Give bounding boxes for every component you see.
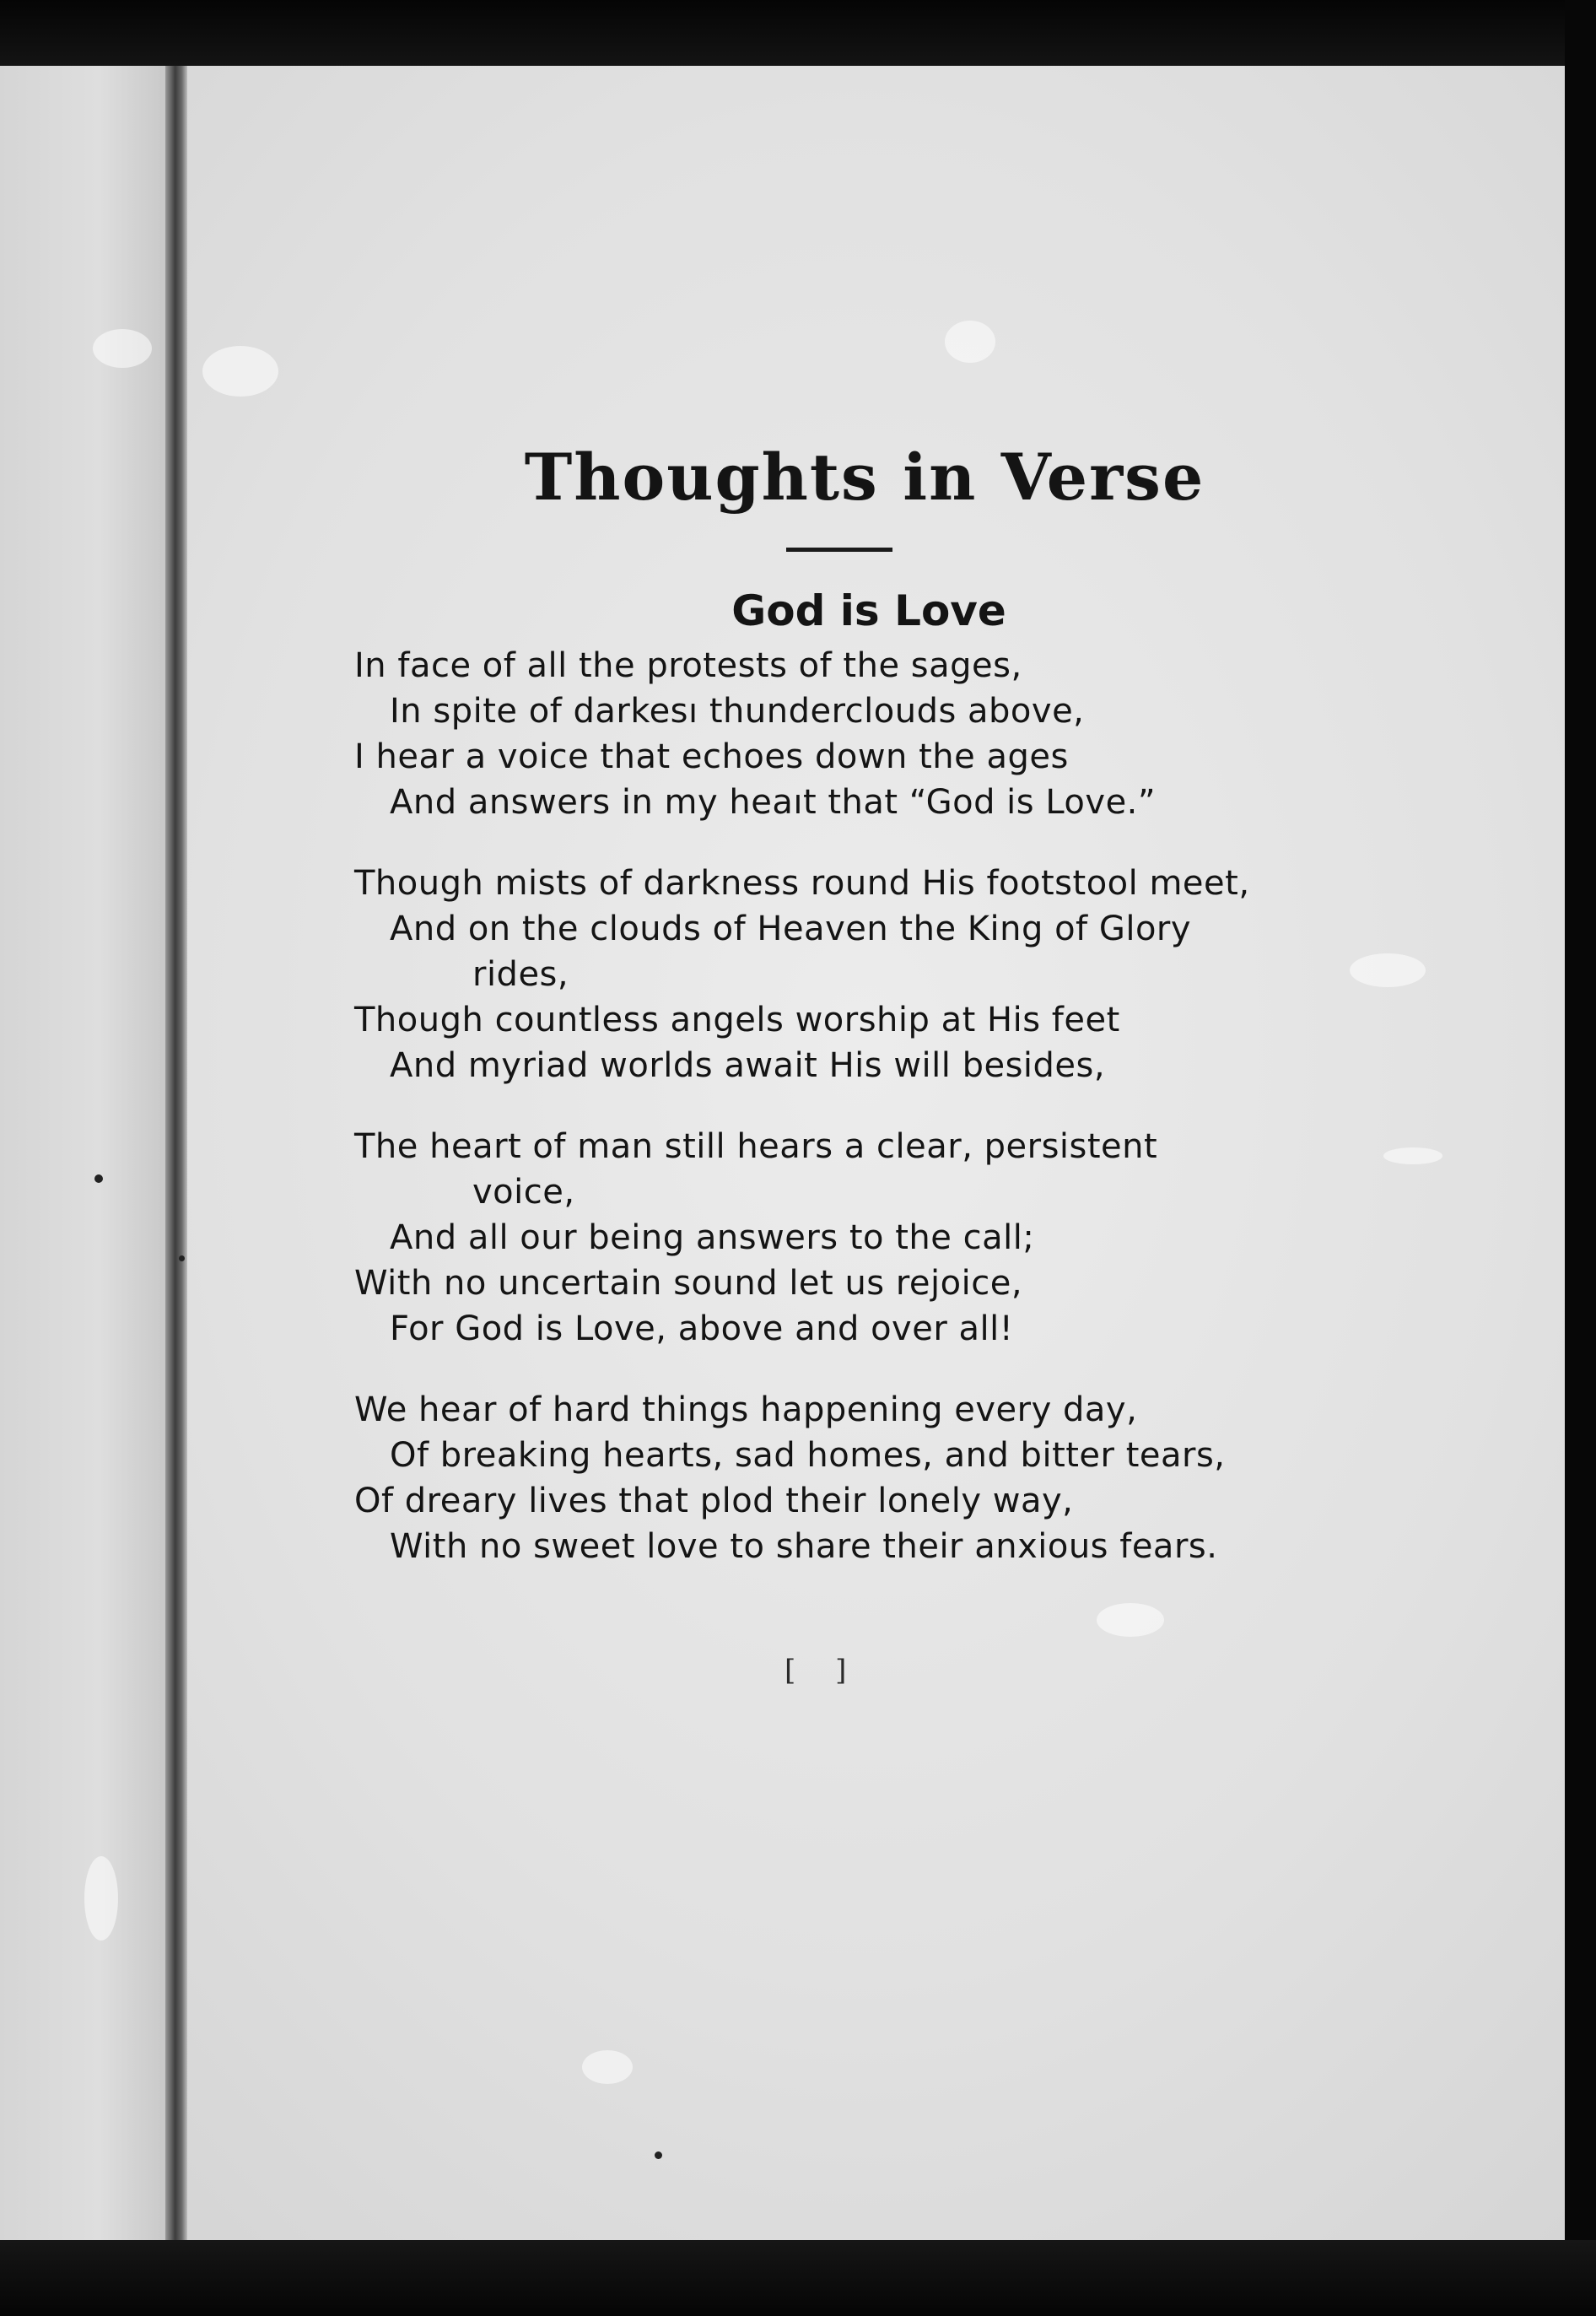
poem-stanza	[354, 643, 1316, 825]
ink-dot	[655, 2151, 662, 2159]
poem-line: And all our being answers to the call;	[390, 1218, 1035, 1258]
poem-line: With no uncertain sound let us rejoice,	[354, 1264, 1023, 1304]
page-content	[354, 439, 1316, 1605]
scan-border-bottom	[0, 2240, 1596, 2316]
poem-line: With no sweet love to share their anxious fears.	[390, 1527, 1218, 1567]
poem-line: I hear a voice that echoes down the ages	[354, 737, 1069, 777]
paper-speck	[945, 321, 995, 363]
paper-speck	[1097, 1603, 1164, 1637]
ink-dot	[179, 1255, 185, 1261]
paper-speck	[84, 1856, 118, 1941]
poem-stanza	[354, 1124, 1316, 1352]
paper-speck	[1383, 1147, 1442, 1164]
poem-line: We hear of hard things happening every day,	[354, 1390, 1138, 1430]
poem-line: And answers in my heaıt that “God is Love.”	[390, 783, 1157, 823]
left-page-edge	[0, 66, 165, 2243]
poem-line: Though countless angels worship at His feet	[354, 1001, 1120, 1040]
poem-line: rides,	[472, 955, 569, 995]
paper-speck	[202, 346, 278, 397]
poem-line: In face of all the protests of the sages,	[354, 646, 1022, 686]
poem-line: Though mists of darkness round His footstool meet,	[354, 864, 1250, 904]
poem-line: The heart of man still hears a clear, persistent	[354, 1127, 1158, 1167]
poem-stanza	[354, 1387, 1316, 1569]
page-number-mark: [ ]	[785, 1654, 862, 1687]
poem-line: For God is Love, above and over all!	[390, 1309, 1014, 1349]
poem-line: voice,	[472, 1173, 575, 1212]
paper-speck	[1350, 953, 1426, 987]
poem-stanza	[354, 861, 1316, 1088]
paper-speck	[93, 329, 152, 368]
poem-line: And on the clouds of Heaven the King of Glory	[390, 910, 1192, 949]
poem-line: And myriad worlds await His will besides,	[390, 1046, 1106, 1086]
poem-line: Of dreary lives that plod their lonely way,	[354, 1482, 1074, 1521]
scan-border-top	[0, 0, 1596, 67]
book-title: Thoughts in Verse	[524, 440, 1205, 515]
poem-line: In spite of darkesı thunderclouds above,	[390, 692, 1085, 732]
scan-border-right	[1565, 0, 1596, 2316]
poem-line: Of breaking hearts, sad homes, and bitter tears,	[390, 1436, 1226, 1476]
ink-dot	[94, 1174, 103, 1183]
poem-title: God is Love	[731, 586, 1006, 636]
poem-body	[354, 643, 1316, 1569]
title-rule	[786, 548, 892, 552]
binding-gutter	[165, 66, 187, 2243]
paper-speck	[582, 2050, 633, 2084]
